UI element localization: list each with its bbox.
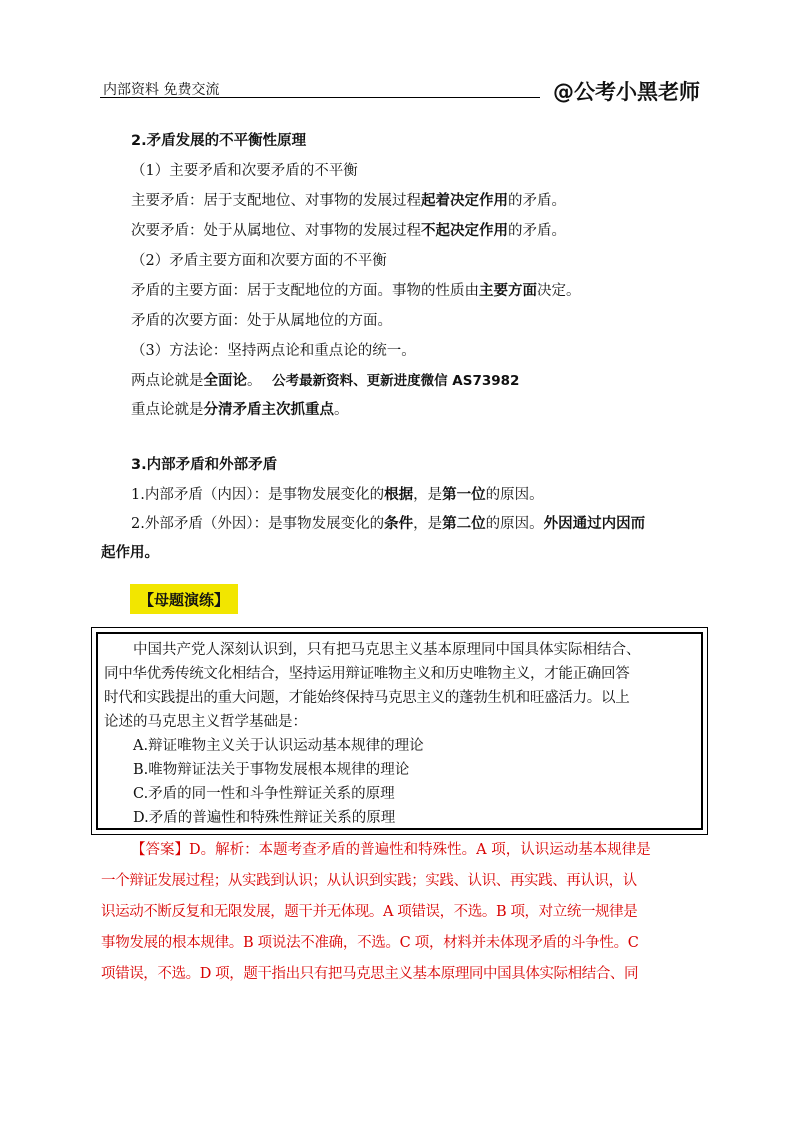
minor-aspect-line: 矛盾的次要方面：处于从属地位的方面。	[131, 313, 392, 329]
header-rule	[100, 97, 540, 98]
bold-text: 条件	[384, 515, 414, 532]
answer-line-2: 一个辩证发展过程；从实践到认识；从认识到实践；实践、认识、再实践、再认识，认	[101, 873, 637, 889]
text: 重点论就是	[131, 402, 204, 418]
section2-sub2: （2）矛盾主要方面和次要方面的不平衡	[131, 253, 387, 269]
header-brand: @公考小黑老师	[553, 80, 700, 104]
text: 的原因。	[485, 516, 544, 532]
text: ，是	[413, 487, 443, 503]
external-contradiction-line-cont: 起作用。	[101, 544, 159, 561]
section2-sub3: （3）方法论：坚持两点论和重点论的统一。	[131, 343, 416, 359]
header-left-text: 内部资料 免费交流	[103, 82, 220, 98]
option-c: C.矛盾的同一性和斗争性辩证关系的原理	[133, 786, 395, 802]
bold-text: 不起决定作用	[421, 222, 508, 239]
question-stem-line-4: 论述的马克思主义哲学基础是：	[104, 714, 307, 730]
promo-text: 公考最新资料、更新进度微信 AS73982	[272, 373, 520, 389]
internal-contradiction-line	[131, 485, 544, 505]
exercise-tag: 【母题演练】	[130, 584, 238, 614]
option-a: A.辩证唯物主义关于认识运动基本规律的理论	[133, 738, 424, 754]
two-point-line	[131, 371, 519, 391]
text: 主要矛盾：居于支配地位、对事物的发展过程	[131, 193, 421, 209]
bold-text: 主要方面	[479, 282, 537, 299]
bold-text: 全面论	[203, 372, 247, 389]
option-d: D.矛盾的普遍性和特殊性辩证关系的原理	[133, 810, 396, 826]
text: 次要矛盾：处于从属地位、对事物的发展过程	[131, 223, 421, 239]
text: 的矛盾。	[508, 223, 566, 239]
answer-line-1: 【答案】D。解析：本题考查矛盾的普遍性和特殊性。A 项，认识运动基本规律是	[131, 842, 651, 858]
text: 。	[334, 402, 349, 418]
text: 的矛盾。	[508, 193, 566, 209]
bold-text: 第二位	[442, 515, 486, 532]
bold-text: 外因通过内因而	[543, 515, 646, 532]
text: 1.内部矛盾（内因）：是事物发展变化的	[131, 487, 385, 503]
bold-text: 根据	[384, 486, 414, 503]
text: ，是	[413, 516, 443, 532]
bold-text: 第一位	[442, 486, 486, 503]
text: 矛盾的主要方面：居于支配地位的方面。事物的性质由	[131, 283, 479, 299]
question-stem-line-2: 同中华优秀传统文化相结合，坚持运用辩证唯物主义和历史唯物主义，才能正确回答	[104, 666, 630, 682]
answer-line-4: 事物发展的根本规律。B 项说法不准确，不选。C 项，材料并未体现矛盾的斗争性。C	[101, 935, 639, 951]
minor-contradiction-line	[131, 221, 566, 241]
question-stem-line-3: 时代和实践提出的重大问题，才能始终保持马克思主义的蓬勃生机和旺盛活力。以上	[104, 690, 630, 706]
text: 两点论就是	[131, 373, 204, 389]
answer-line-5: 项错误，不选。D 项，题干指出只有把马克思主义基本原理同中国具体实际相结合、同	[101, 966, 639, 982]
text: 决定。	[537, 283, 581, 299]
main-aspect-line	[131, 281, 581, 301]
text: 的原因。	[485, 487, 544, 503]
text: 。	[247, 373, 262, 389]
section2-title: 2.矛盾发展的不平衡性原理	[131, 133, 307, 149]
option-b: B.唯物辩证法关于事物发展根本规律的理论	[133, 762, 410, 778]
question-stem-line-1: 中国共产党人深刻认识到，只有把马克思主义基本原理同中国具体实际相结合、	[133, 642, 641, 658]
key-point-line	[131, 400, 349, 420]
main-contradiction-line	[131, 191, 566, 211]
external-contradiction-line	[131, 514, 645, 534]
text: 2.外部矛盾（外因）：是事物发展变化的	[131, 516, 385, 532]
bold-text: 起着决定作用	[421, 192, 508, 209]
section3-title: 3.内部矛盾和外部矛盾	[131, 457, 278, 473]
section2-sub1: （1）主要矛盾和次要矛盾的不平衡	[131, 163, 358, 179]
answer-line-3: 识运动不断反复和无限发展，题干并无体现。A 项错误，不选。B 项，对立统一规律是	[101, 904, 638, 920]
bold-text: 分清矛盾主次抓重点	[203, 401, 334, 418]
